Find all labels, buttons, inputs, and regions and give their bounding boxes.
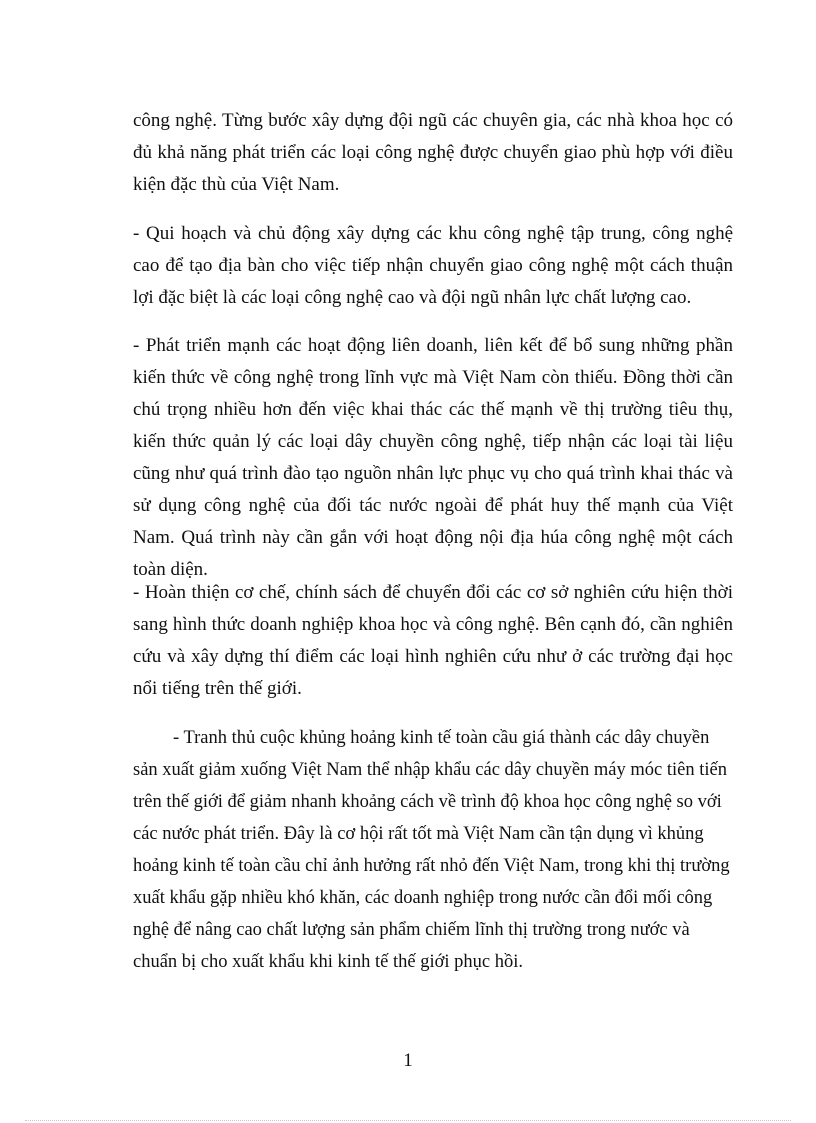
page-bottom-divider (25, 1120, 791, 1121)
page-number: 1 (403, 1050, 413, 1071)
paragraph-5: - Tranh thủ cuộc khủng hoảng kinh tế toàn cầu giá thành các dây chuyền sản xuất giảm xuống Việt Nam thể nhập khẩu các dây chuyền máy móc tiên tiến trên thế giới để giảm nhanh khoảng cách về trình độ khoa học công nghệ so với các nước phát triển. Đây là cơ hội rất tốt mà Việt Nam cần tận dụng vì khủng hoảng kinh tế toàn cầu chỉ ảnh hưởng rất nhỏ đến Việt Nam, trong khi thị trường xuất khẩu gặp nhiều khó khăn, các doanh nghiệp trong nước cần đổi mối công nghệ để nâng cao chất lượng sản phẩm chiếm lĩnh thị trường trong nước và chuẩn bị cho xuất khẩu khi kinh tế thế giới phục hồi. (133, 728, 730, 972)
paragraph-4: - Hoàn thiện cơ chế, chính sách để chuyển đổi các cơ sở nghiên cứu hiện thời sang hình thức doanh nghiệp khoa học và công nghệ. Bên cạnh đó, cần nghiên cứu và xây dựng thí điểm các loại hình nghiên cứu như ở các trường đại học nổi tiếng trên thế giới. (133, 582, 733, 699)
paragraph-3: - Phát triển mạnh các hoạt động liên doanh, liên kết để bổ sung những phần kiến thức về công nghệ trong lĩnh vực mà Việt Nam còn thiếu. Đồng thời cần chú trọng nhiều hơn đến việc khai thác các thế mạnh về thị trường tiêu thụ, kiến thức quản lý các loại dây chuyền công nghệ, tiếp nhận các loại tài liệu cũng như quá trình đào tạo nguồn nhân lực phục vụ cho quá trình khai thác và sử dụng công nghệ của đối tác nước ngoài để phát huy thế mạnh của Việt Nam. Quá trình này cần gắn với hoạt động nội địa húa công nghệ một cách toàn diện. (133, 335, 733, 580)
paragraph-1: công nghệ. Từng bước xây dựng đội ngũ các chuyên gia, các nhà khoa học có đủ khả năng phát triển các loại công nghệ được chuyển giao phù hợp với điều kiện đặc thù của Việt Nam. (133, 110, 733, 195)
paragraph-2: - Qui hoạch và chủ động xây dựng các khu công nghệ tập trung, công nghệ cao để tạo địa bàn cho việc tiếp nhận chuyển giao công nghệ một cách thuận lợi đặc biệt là các loại công nghệ cao và đội ngũ nhân lực chất lượng cao. (133, 223, 733, 308)
